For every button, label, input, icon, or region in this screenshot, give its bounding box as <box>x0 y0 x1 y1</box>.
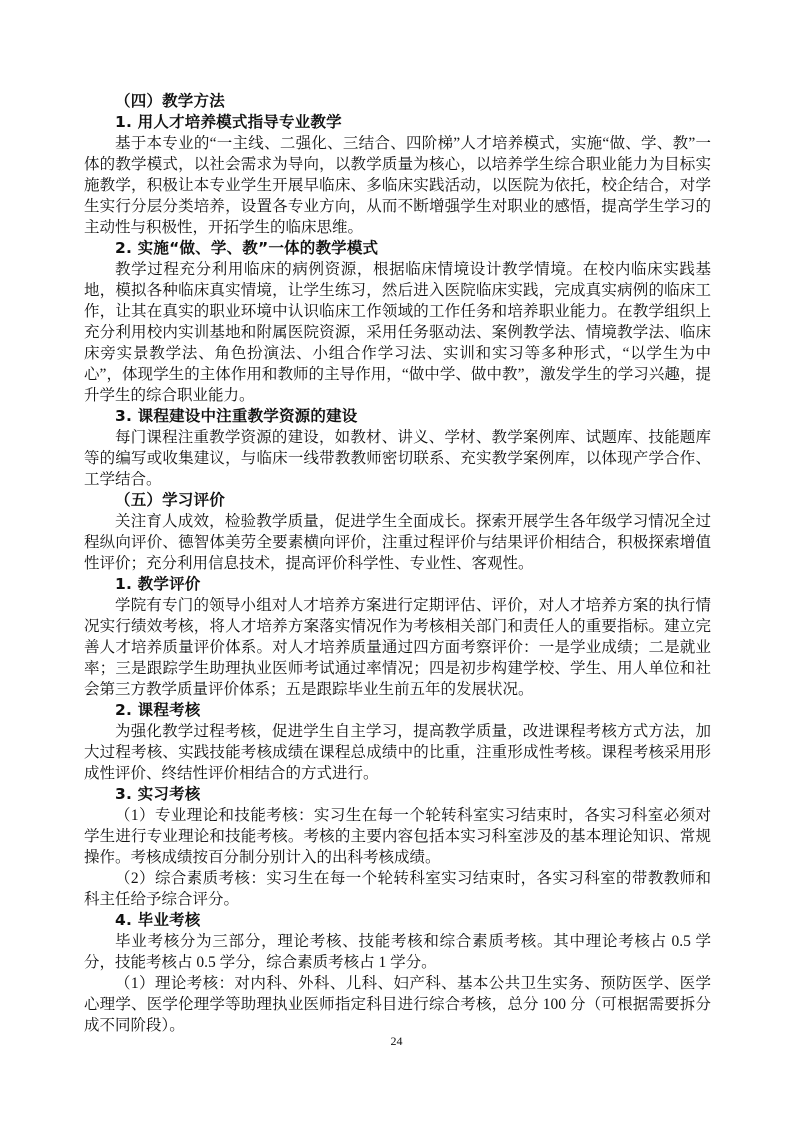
subheading-internship-assessment: 3. 实习考核 <box>115 785 201 803</box>
subheading-talent-training-model: 1. 用人才培养模式指导专业教学 <box>115 113 342 131</box>
subheading-do-learn-teach-model: 2. 实施“做、学、教”一体的教学模式 <box>115 239 379 257</box>
section-heading-learning-evaluation: （五）学习评价 <box>115 491 225 509</box>
subheading-teaching-evaluation: 1. 教学评价 <box>115 575 201 593</box>
paragraph-course-assessment: 为强化教学过程考核，促进学生自主学习，提高教学质量，改进课程考核方式方法，加大过程考核、实践技能考核成绩在课程总成绩中的比重，注重形成性考核。课程考核采用形成性评价、终结性评价相结合的方式进行。 <box>84 723 711 782</box>
paragraph-talent-training-model: 基于本专业的“一主线、二强化、三结合、四阶梯”人才培养模式，实施“做、学、教”一体的教学模式，以社会需求为导向，以教学质量为核心，以培养学生综合职业能力为目标实施教学，积极让本专业学生开展早临床、多临床实践活动，以医院为依托，校企结合，对学生实行分层分类培养，设置各专业方向，从而不断增强学生对职业的感悟，提高学生学习的主动性与积极性，开拓学生的临床思维。 <box>84 135 711 236</box>
paragraph-internship-comprehensive-quality: （2）综合素质考核：实习生在每一个轮转科室实习结束时，各实习科室的带教教师和科主任给予综合评分。 <box>84 870 711 908</box>
section-heading-teaching-methods: （四）教学方法 <box>115 92 225 110</box>
page-number: 24 <box>390 1034 403 1048</box>
paragraph-course-resources: 每门课程注重教学资源的建设，如教材、讲义、学材、教学案例库、试题库、技能题库等的编写或收集建议，与临床一线带教教师密切联系、充实教学案例库，以体现产学合作、工学结合。 <box>84 429 711 488</box>
subheading-graduation-assessment: 4. 毕业考核 <box>115 911 201 929</box>
paragraph-teaching-evaluation: 学院有专门的领导小组对人才培养方案进行定期评估、评价，对人才培养方案的执行情况实行绩效考核，将人才培养方案落实情况作为考核相关部门和责任人的重要指标。建立完善人才培养质量评价体系。对人才培养质量通过四方面考察评价：一是学业成绩；二是就业率；三是跟踪学生助理执业医师考试通过率情况；四是初步构建学校、学生、用人单位和社会第三方教学质量评价体系；五是跟踪毕业生前五年的发展状况。 <box>84 597 711 698</box>
subheading-course-resources: 3. 课程建设中注重教学资源的建设 <box>115 407 358 425</box>
page-body <box>84 91 711 1036</box>
subheading-course-assessment: 2. 课程考核 <box>115 701 201 719</box>
paragraph-learning-evaluation-intro: 关注育人成效，检验教学质量，促进学生全面成长。探索开展学生各年级学习情况全过程纵向评价、德智体美劳全要素横向评价，注重过程评价与结果评价相结合，积极探索增值性评价；充分利用信息技术，提高评价科学性、专业性、客观性。 <box>84 513 711 572</box>
paragraph-graduation-assessment-parts: 毕业考核分为三部分，理论考核、技能考核和综合素质考核。其中理论考核占 0.5 学分，技能考核占 0.5 学分，综合素质考核占 1 学分。 <box>84 933 711 971</box>
paragraph-graduation-theory-assessment: （1）理论考核：对内科、外科、儿科、妇产科、基本公共卫生实务、预防医学、医学心理学、医学伦理学等助理执业医师指定科目进行综合考核，总分 100 分（可根据需要拆分成不同阶段）。 <box>84 975 711 1034</box>
paragraph-internship-theory-skills: （1）专业理论和技能考核：实习生在每一个轮转科室实习结束时，各实习科室必须对学生进行专业理论和技能考核。考核的主要内容包括本实习科室涉及的基本理论知识、常规操作。考核成绩按百分制分别计入的出科考核成绩。 <box>84 807 711 866</box>
paragraph-do-learn-teach-model: 教学过程充分利用临床的病例资源，根据临床情境设计教学情境。在校内临床实践基地，模拟各种临床真实情境，让学生练习，然后进入医院临床实践，完成真实病例的临床工作，让其在真实的职业环境中认识临床工作领域的工作任务和培养职业能力。在教学组织上充分利用校内实训基地和附属医院资源，采用任务驱动法、案例教学法、情境教学法、临床床旁实景教学法、角色扮演法、小组合作学习法、实训和实习等多种形式，“以学生为中心”，体现学生的主体作用和教师的主导作用，“做中学、做中教”，激发学生的学习兴趣，提升学生的综合职业能力。 <box>84 261 711 404</box>
